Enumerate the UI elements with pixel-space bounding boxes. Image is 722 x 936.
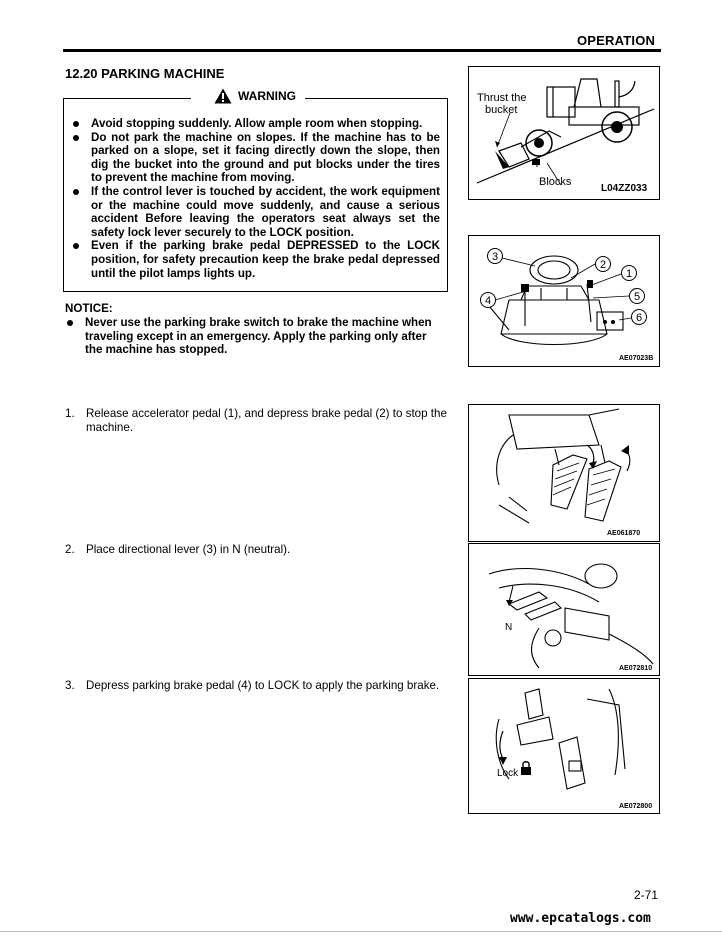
warning-item: Avoid stopping suddenly. Allow ample room when stopping. [72, 117, 440, 131]
figure-code: L04ZZ033 [601, 183, 648, 194]
notice-item: Never use the parking brake switch to brake the machine when traveling except in an emergency. Apply the parking only after the machine has stopped. [65, 316, 443, 357]
callout-6: 6 [635, 312, 643, 324]
figure-code: AE07023B [619, 355, 654, 362]
figure-parking-brake-pedal [468, 678, 660, 814]
callout-1: 1 [625, 268, 633, 280]
warning-triangle-icon [214, 88, 232, 104]
figure-brake-pedals [468, 404, 660, 542]
warning-item: Even if the parking brake pedal DEPRESSED to the LOCK position, for safety precaution keep the brake pedal depressed until the pilot lamps lights up. [72, 239, 440, 280]
label-blocks: Blocks [539, 176, 572, 188]
callout-2: 2 [599, 259, 607, 271]
step-number: 2. [65, 543, 75, 556]
warning-list [72, 117, 440, 280]
warning-heading [214, 88, 296, 104]
step-2 [65, 543, 460, 557]
callout-4: 4 [484, 295, 492, 307]
brake-pedals-illustration [469, 405, 658, 540]
step-1 [65, 407, 460, 434]
label-thrust-the: Thrust the [477, 92, 527, 104]
step-3 [65, 679, 460, 693]
parking-brake-pedal-illustration [469, 679, 658, 812]
wheel-loader-on-slope-illustration [469, 67, 658, 198]
page-header-title: OPERATION [577, 33, 656, 48]
page-number: 2-71 [634, 888, 659, 902]
directional-lever-illustration [469, 544, 658, 674]
lock-icon [521, 762, 531, 775]
step-text: Place directional lever (3) in N (neutral). [86, 543, 291, 556]
warning-item: Do not park the machine on slopes. If the machine has to be parked on a slope, set it facing directly down the slope, then dig the bucket into the ground and put blocks under the tires to prevent the machine from moving. [72, 131, 440, 185]
label-bucket: bucket [485, 104, 518, 116]
step-text: Depress parking brake pedal (4) to LOCK to apply the parking brake. [86, 679, 440, 692]
header-rule [63, 49, 661, 52]
figure-parking-on-slope [468, 66, 660, 200]
section-title: 12.20 PARKING MACHINE [65, 66, 225, 81]
footer-url: www.epcatalogs.com [510, 911, 651, 926]
step-number: 3. [65, 679, 75, 692]
footer-rule [0, 931, 722, 932]
figure-operator-controls [468, 235, 660, 367]
figure-directional-lever [468, 543, 660, 676]
step-number: 1. [65, 407, 75, 420]
label-neutral: N [505, 622, 513, 633]
notice-title: NOTICE: [65, 302, 113, 315]
callout-3: 3 [491, 251, 499, 263]
figure-code: AE072810 [619, 665, 653, 672]
step-text: Release accelerator pedal (1), and depress brake pedal (2) to stop the machine. [86, 407, 447, 434]
operator-controls-illustration [469, 236, 658, 365]
figure-code: AE072800 [619, 803, 653, 810]
warning-box-top-rule [305, 98, 448, 99]
warning-label: WARNING [238, 89, 296, 103]
notice-list [65, 316, 443, 357]
callout-5: 5 [633, 291, 641, 303]
warning-box-top-rule [63, 98, 191, 99]
label-lock: Lock [497, 768, 519, 779]
warning-item: If the control lever is touched by accident, the work equipment or the machine could move suddenly, and cause a serious accident Before leaving the operators seat always set the safety lock lever securely to the LOCK position. [72, 185, 440, 239]
figure-code: AE061870 [607, 530, 641, 537]
